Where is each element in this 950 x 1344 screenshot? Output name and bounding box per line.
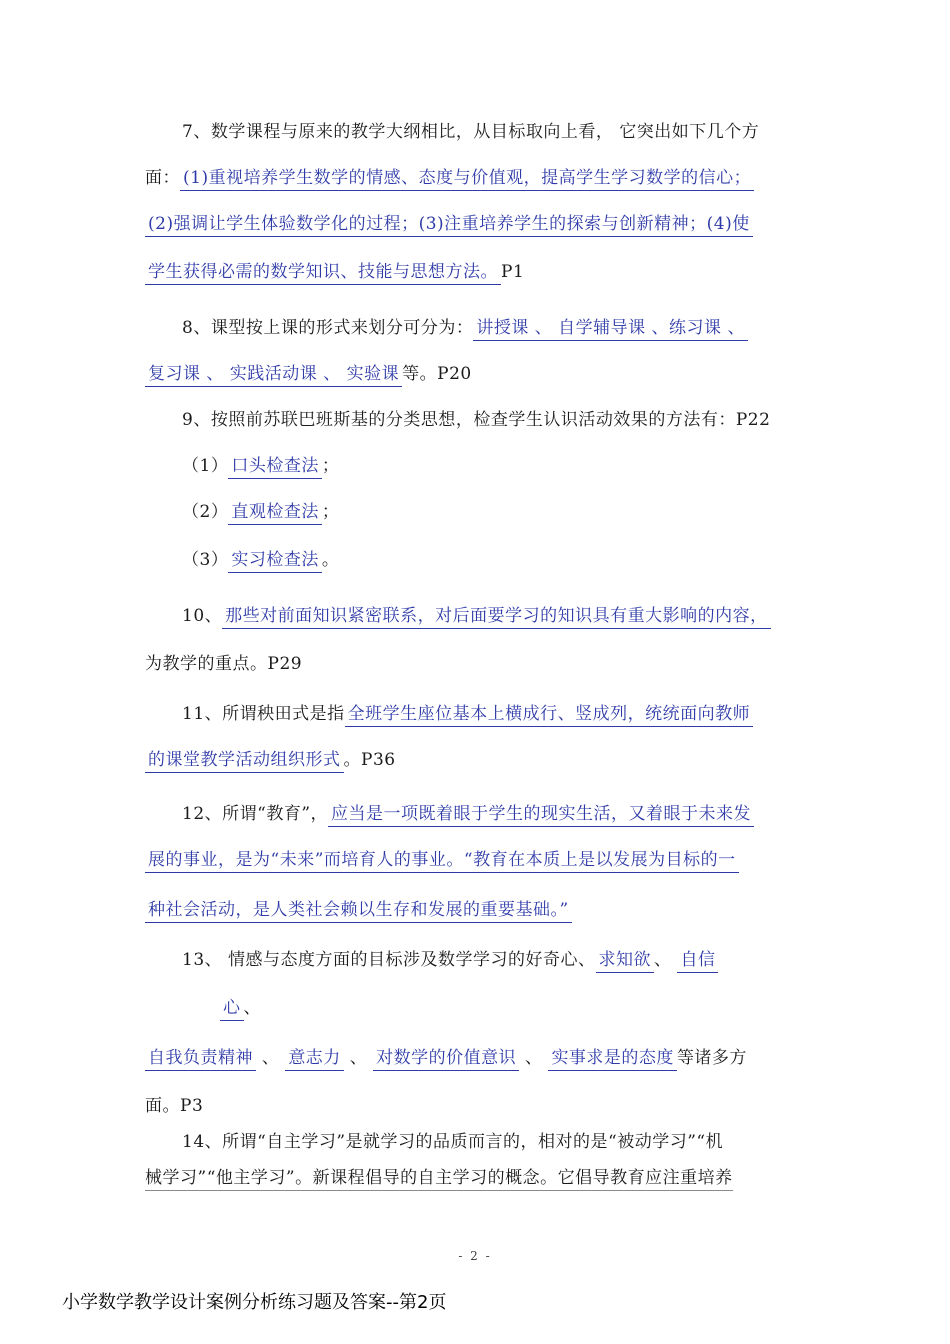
q13-answer-4: 意志力 [285,1047,344,1071]
q7-line-3 [145,212,753,237]
q7-answer-part-3: 学生获得必需的数学知识、技能与思想方法。 [145,261,501,285]
q9-item-1: （1） 口头检查法； [182,454,339,479]
footer-title: 小学数学教学设计案例分析练习题及答案--第2页 [62,1292,447,1313]
q13-line-1: 13、 情感与态度方面的目标涉及数学学习的好奇心、 求知欲 、 自信 [182,948,718,973]
q13-answer-2-cont: 心 [220,997,244,1021]
q9-line-1: 9、按照前苏联巴班斯基的分类思想，检查学生认识活动效果的方法有：P22 [182,410,771,430]
q7-line-2: 面： (1)重视培养学生数学的情感、态度与价值观，提高学生学习数学的信心； [145,166,754,191]
q9-item-3: （3） 实习检查法。 [182,548,339,573]
q11-answer-part-2: 的课堂教学活动组织形式 [145,749,344,773]
q11-line-1: 11、所谓秧田式是指全班学生座位基本上横成行、竖成列，统统面向教师 [182,702,753,727]
q8-line-1: 8、课型按上课的形式来划分可分为：讲授课 、 自学辅导课 、练习课 、 [182,316,748,341]
q9-answer-2: 直观检查法 [228,501,322,525]
q13-line-3: 自我负责精神 、 意志力 、 对数学的价值意识 、 实事求是的态度 等诸多方 [145,1046,747,1071]
q8-answer-part-2: 复习课 、 实践活动课 、 实验课 [145,363,402,387]
q13-answer-5: 对数学的价值意识 [373,1047,519,1071]
q12-answer-part-2: 展的事业，是为“未来”而培育人的事业。“教育在本质上是以发展为目标的一 [145,849,739,873]
q10-line-1: 10、那些对前面知识紧密联系，对后面要学习的知识具有重大影响的内容， [182,604,771,629]
page-number: - 2 - [458,1249,492,1263]
q12-line-1: 12、所谓“教育”，应当是一项既着眼于学生的现实生活，又着眼于未来发 [182,802,754,827]
q14-line-1: 14、所谓“自主学习”是就学习的品质而言的，相对的是“被动学习”“机 [182,1132,724,1152]
q13-line-2: 心、 [220,996,261,1021]
q13-answer-1: 求知欲 [596,949,655,973]
q7-line-4: 学生获得必需的数学知识、技能与思想方法。 P1 [145,260,524,285]
q13-answer-6: 实事求是的态度 [548,1047,677,1071]
q11-answer-part-1: 全班学生座位基本上横成行、竖成列，统统面向教师 [345,703,754,727]
q13-answer-2: 自信 [677,949,718,973]
q12-line-3 [145,898,572,923]
q10-answer: 那些对前面知识紧密联系，对后面要学习的知识具有重大影响的内容， [222,605,771,629]
q9-answer-1: 口头检查法 [228,455,322,479]
q7-line-1: 7、数学课程与原来的教学大纲相比，从目标取向上看， 它突出如下几个方 [182,122,760,142]
q7-answer-part-1: (1)重视培养学生数学的情感、态度与价值观，提高学生学习数学的信心； [180,167,754,191]
q13-line-4: 面。P3 [145,1096,204,1116]
q12-line-2 [145,848,739,873]
q8-line-2: 复习课 、 实践活动课 、 实验课等。P20 [145,362,472,387]
q13-answer-3: 自我负责精神 [145,1047,256,1071]
q12-answer-part-1: 应当是一项既着眼于学生的现实生活，又着眼于未来发 [328,803,754,827]
q14-line-2: 械学习”“他主学习”。新课程倡导的自主学习的概念。它倡导教育应注重培养 [145,1166,733,1191]
q7-answer-part-2: (2)强调让学生体验数学化的过程；(3)注重培养学生的探索与创新精神；(4)使 [145,213,753,237]
q9-item-2: （2） 直观检查法； [182,500,339,525]
q11-line-2: 的课堂教学活动组织形式。P36 [145,748,396,773]
q9-answer-3: 实习检查法 [228,549,322,573]
q12-answer-part-3: 种社会活动，是人类社会赖以生存和发展的重要基础。” [145,899,572,923]
q10-line-2: 为教学的重点。P29 [145,654,303,674]
q8-answer-part-1: 讲授课 、 自学辅导课 、练习课 、 [473,317,748,341]
